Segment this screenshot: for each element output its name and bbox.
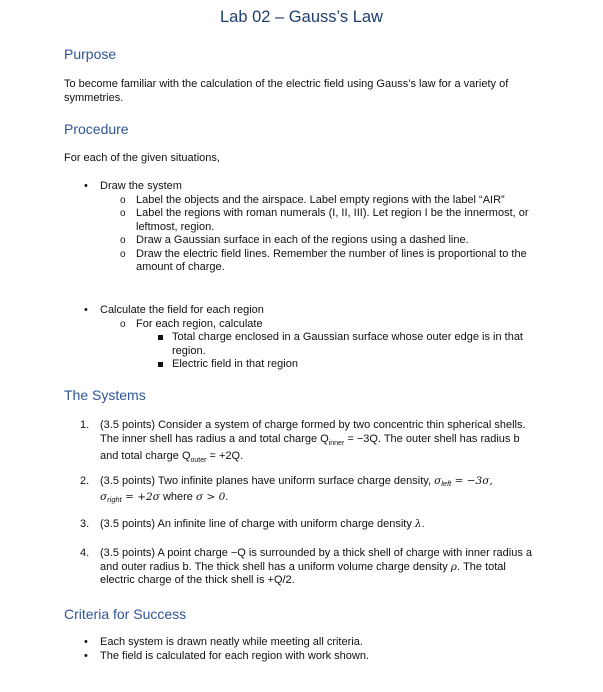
item-number: 4.: [80, 547, 90, 559]
system-text: .: [225, 490, 229, 503]
subscript: left: [441, 479, 452, 488]
system-text: (3.5 points) A point charge −Q is surrounded by a thick shell of charge with inner radius a and outer radius b. The thick shell has a uniform volume charge density: [100, 547, 532, 573]
system-text: (3.5 points) An infinite line of charge with uniform charge density: [100, 518, 415, 530]
circle-bullet-icon: o: [120, 235, 126, 246]
purpose-text: To become familiar with the calculation of the electric field using Gauss’s law for a variety of symmetries.: [64, 78, 509, 104]
draw-item: Label the regions with roman numerals (I, II, III). Let region I be the innermost, or leftmost, region.: [136, 207, 529, 233]
system-text: (3.5 points) Two infinite planes have uniform surface charge density,: [100, 475, 435, 487]
calc-label: Calculate the field for each region: [100, 304, 264, 316]
list-item: [84, 180, 544, 275]
system-text: . The total electric charge of the thick shell is +Q/2.: [100, 560, 506, 586]
square-bullet-icon: [158, 335, 163, 340]
math-lambda: λ: [414, 518, 422, 530]
math-equation: = −3σ,: [451, 475, 493, 487]
purpose-heading: Purpose: [64, 46, 117, 62]
math-sigma: σ: [100, 490, 108, 503]
system-text: .: [421, 518, 425, 530]
list-item: [120, 207, 544, 234]
list-item: [84, 636, 544, 650]
draw-item: Draw a Gaussian surface in each of the regions using a dashed line.: [136, 234, 469, 246]
system-text: = −3Q. The outer shell has radius b and total charge Q: [100, 432, 520, 463]
systems-list: [80, 419, 532, 468]
calc-sub-sublist: [136, 331, 544, 372]
system-text: = +2Q.: [206, 450, 244, 463]
procedure-list: [84, 180, 544, 275]
calc-item: Total charge enclosed in a Gaussian surface whose outer edge is in that region.: [172, 331, 523, 357]
procedure-heading: Procedure: [64, 121, 129, 137]
subscript: outer: [190, 457, 207, 465]
list-item: [120, 194, 544, 208]
system-text: (3.5 points) Consider a system of charge formed by two concentric thin spherical shells. The inner shell has radius a and total charge Q: [100, 419, 526, 445]
procedure-intro: For each of the given situations,: [64, 152, 220, 164]
math-sigma: σ: [434, 475, 442, 487]
system-item-1: [80, 419, 532, 468]
square-bullet-icon: [158, 362, 163, 367]
draw-sublist: [100, 194, 544, 275]
draw-item: Label the objects and the airspace. Label empty regions with the label “AIR”: [136, 193, 505, 206]
bullet-icon: •: [84, 636, 88, 648]
systems-heading: The Systems: [64, 387, 146, 403]
system-item-4: [80, 547, 532, 588]
circle-bullet-icon: o: [120, 208, 126, 219]
criteria-item: The field is calculated for each region with work shown.: [100, 649, 370, 662]
calc-sub-label: For each region, calculate: [136, 317, 263, 330]
subscript: right: [107, 494, 122, 504]
bullet-icon: •: [84, 304, 88, 316]
list-item: [84, 304, 544, 372]
list-item: [120, 248, 544, 275]
systems-list: [80, 518, 532, 532]
list-item: [84, 650, 544, 664]
system-item-3: [80, 518, 532, 532]
math-equation: = +2σ: [121, 490, 160, 503]
list-item: [156, 358, 544, 372]
draw-item: Draw the electric field lines. Remember the number of lines is proportional to the amount of charge.: [136, 247, 527, 273]
circle-bullet-icon: o: [120, 194, 126, 206]
circle-bullet-icon: o: [120, 318, 126, 330]
system-item-2: [80, 475, 532, 506]
bullet-icon: •: [84, 649, 88, 662]
systems-list: [80, 547, 532, 588]
subscript: inner: [328, 439, 345, 447]
list-item: [120, 318, 544, 372]
circle-bullet-icon: o: [120, 248, 126, 260]
system-text: where: [159, 490, 196, 503]
criteria-list: [84, 636, 544, 663]
math-rho: ρ: [450, 560, 457, 573]
criteria-heading: Criteria for Success: [64, 606, 187, 622]
document-title: Lab 02 – Gauss’s Law: [220, 8, 383, 26]
item-number: 3.: [80, 518, 90, 530]
item-number: 2.: [80, 475, 90, 487]
list-item: [120, 234, 544, 248]
criteria-item: Each system is drawn neatly while meeting all criteria.: [100, 636, 363, 648]
calc-sublist: [100, 318, 544, 372]
bullet-icon: •: [84, 180, 88, 192]
list-item: [156, 331, 544, 358]
item-number: 1.: [80, 419, 90, 431]
math-condition: σ > 0: [195, 490, 226, 503]
systems-list: [80, 475, 532, 506]
calc-list: [84, 304, 544, 372]
calc-item: Electric field in that region: [172, 358, 298, 370]
draw-label: Draw the system: [100, 180, 182, 192]
